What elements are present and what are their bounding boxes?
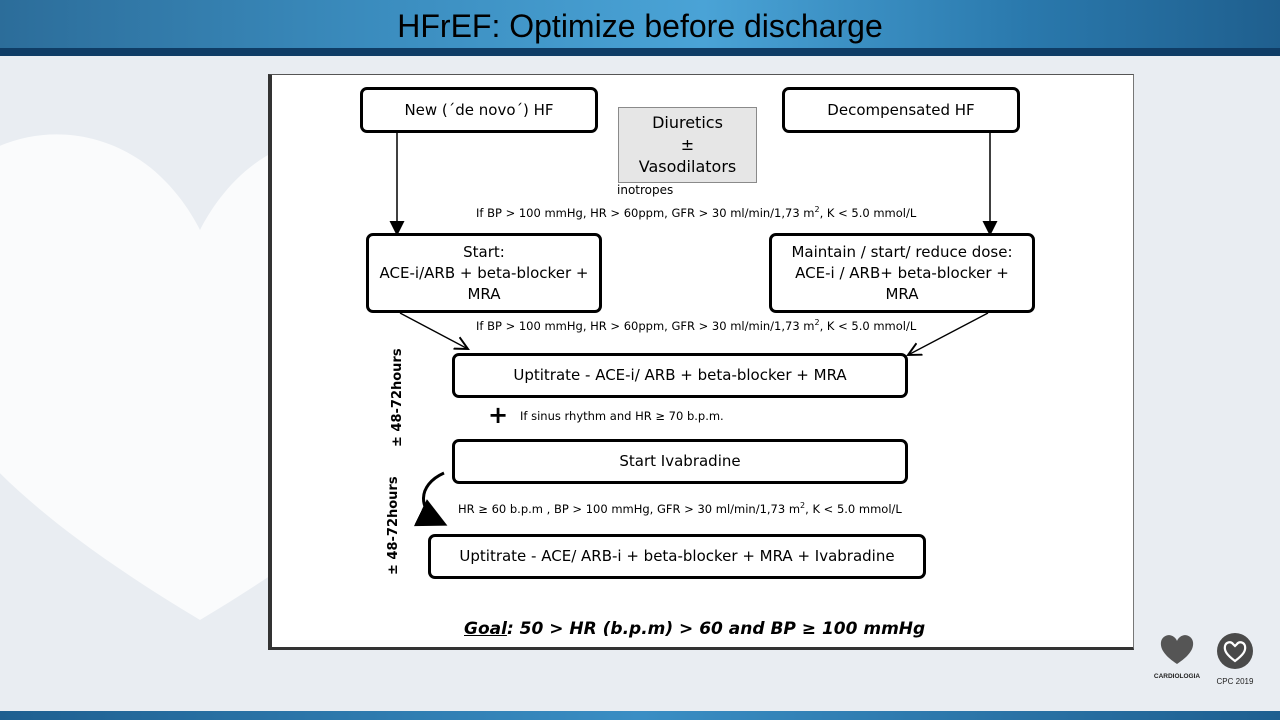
start-box: Start: ACE-i/ARB + beta-blocker + MRA [366,233,602,313]
cpc-logo-text: CPC 2019 [1216,677,1254,686]
uptitrate-box-1: Uptitrate - ACE-i/ ARB + beta-blocker + MRA [452,353,908,398]
cpc-logo [1212,632,1258,686]
uptitrate-box-2: Uptitrate - ACE/ ARB-i + beta-blocker + MRA + Ivabradine [428,534,926,579]
goal-statement: Goal: 50 > HR (b.p.m) > 60 and BP ≥ 100 mmHg [464,619,926,639]
footer-bar [0,711,1280,720]
cpc-heart-icon [1216,632,1254,670]
hours-label-2: ± 48-72hours [386,476,401,575]
title-bar-strip [0,48,1280,56]
inotropes-label: inotropes [617,183,674,197]
maintain-box: Maintain / start/ reduce dose: ACE-i / ARB+ beta-blocker + MRA [769,233,1035,313]
decompensated-hf-label: Decompensated HF [827,100,975,119]
diuretics-box [618,107,757,183]
slide-title: HFrEF: Optimize before discharge [397,8,883,44]
new-hf-label: New (´de novo´) HF [404,100,554,119]
decompensated-hf-box [782,87,1020,133]
flowchart-panel [268,74,1134,650]
condition-2: If BP > 100 mmHg, HR > 60ppm, GFR > 30 ml/min/1,73 $m^2$, K < 5.0 mmol/L [476,318,917,333]
spc-logo-text: CARDIOLOGIA [1153,673,1201,680]
spc-heart-icon [1159,632,1195,666]
plus-sign: + [488,401,509,429]
new-hf-box [360,87,598,133]
diuretics-label: Diuretics [652,113,723,132]
sinus-rhythm-condition: If sinus rhythm and HR ≥ 70 b.p.m. [520,409,724,423]
hours-label-1: ± 48-72hours [390,348,405,447]
arrow-maintain-to-uptitrate [908,313,988,355]
condition-1: If BP > 100 mmHg, HR > 60ppm, GFR > 30 ml/min/1,73 $m^2$, K < 5.0 mmol/L [476,205,917,220]
plus-minus-label: ± [680,135,695,154]
vasodilators-label: Vasodilators [638,157,737,176]
curved-arrow [423,473,444,523]
start-ivabradine-box: Start Ivabradine [452,439,908,484]
arrow-start-to-uptitrate [400,313,468,349]
spc-logo [1152,632,1202,680]
condition-3: HR ≥ 60 b.p.m , BP > 100 mmHg, GFR > 30 ml/min/1,73 $m^2$, K < 5.0 mmol/L [458,501,902,516]
